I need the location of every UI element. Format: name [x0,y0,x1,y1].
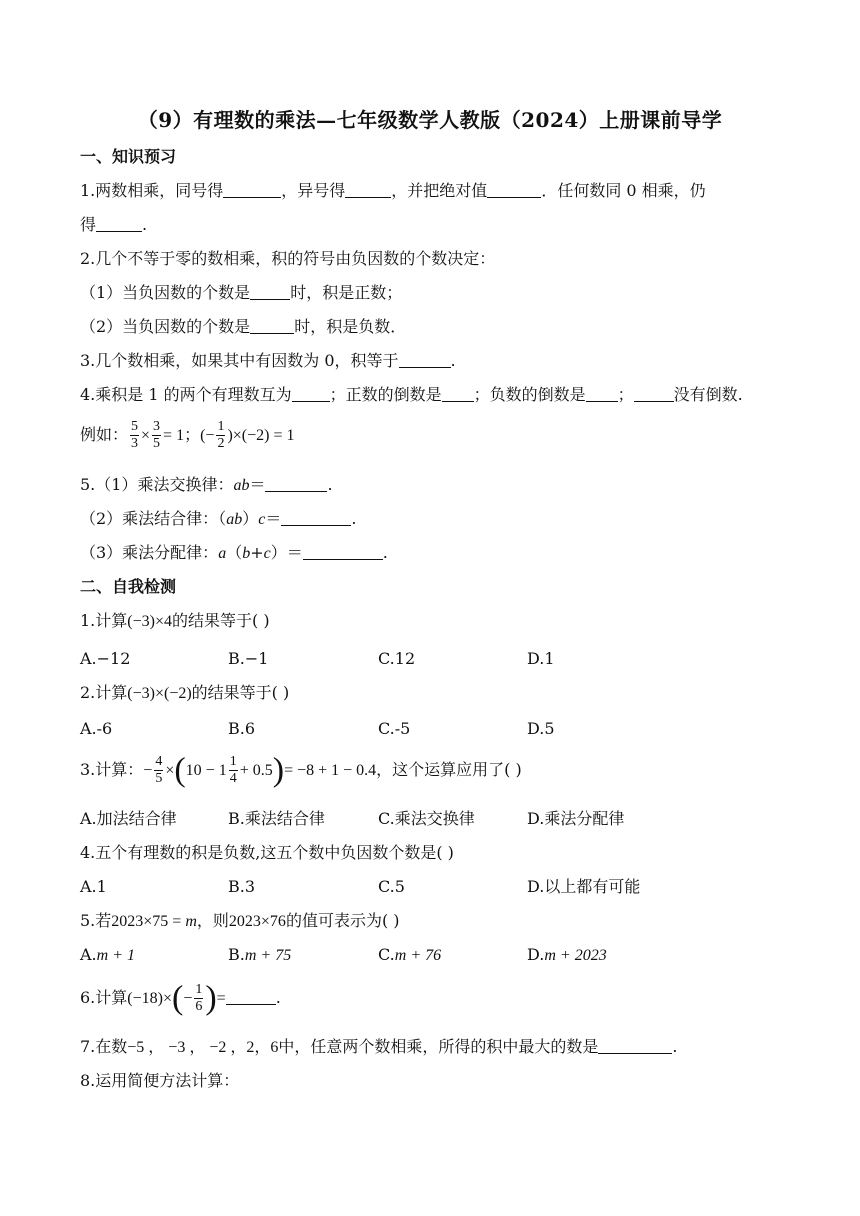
tq5-option-c[interactable] [378,944,441,967]
tq7-blank[interactable] [598,1037,672,1054]
q5-3-var-a: a [218,545,227,562]
tq2-option-b[interactable]: B.6 [228,719,256,738]
tq1-option-c[interactable]: C.12 [378,649,416,668]
q5-3-var-b: b [242,545,251,562]
question-2-line: 2.几个不等于零的数相乘，积的符号由负因数的个数决定： [80,249,496,268]
tq3-neg: − [143,762,153,779]
q4-text-b: ；正数的倒数是 [329,385,442,404]
q5-3-var-c: c [263,545,271,562]
tq3-times: × [165,762,175,779]
tq5-option-c-label: C. [378,945,395,964]
q5-3-eq: ）＝ [270,543,303,562]
q3-text-a: 3.几个数相乘，如果其中有因数为 0，积等于 [80,351,399,370]
q1-text-a: 1.两数相乘，同号得 [80,181,224,200]
tq3-rhs: = −8 + 1 − 0.4 [284,762,377,779]
tq5-stem-b: ，则 [196,911,229,930]
question-2-1-line [80,282,402,304]
tq7-stem-a: 7.在数 [80,1037,128,1056]
question-1-line-2 [80,214,147,236]
q4-blank-1[interactable] [292,385,330,402]
q5-3-text-a: （3）乘法分配律： [80,543,219,562]
tq3-inner-a: 10 − 1 [185,762,227,779]
q1-text-e: 得 [80,215,97,234]
tq6-fraction: $\frac{1}{6}$ [195,982,203,1014]
example-fraction-1: $\frac{5}{3}$ [131,419,139,451]
tq3-fraction-2: $\frac{1}{4}$ [229,754,237,786]
tq5-option-d-label: D. [527,945,545,964]
q2-1-blank[interactable] [250,283,290,300]
q5-2-var: ab [226,511,243,528]
question-5-1-line [80,474,333,497]
q5-2-eq: ＝ [265,509,282,528]
tq3-option-a[interactable]: A.加法结合律 [80,809,177,828]
tq6-blank[interactable] [226,988,276,1005]
tq6-neg: − [183,990,193,1007]
tq5-var: m [185,913,197,930]
q5-2-text-a: （2）乘法结合律：（ [80,509,227,528]
q2-2-text-a: （2）当负因数的个数是 [80,317,251,336]
q1-blank-3[interactable] [487,181,541,198]
test-question-2 [80,682,289,705]
q3-text-b: . [450,351,456,370]
section-heading-selftest: 二、自我检测 [80,577,177,596]
q5-3-plus: + [250,543,264,562]
test-question-4: 4.五个有理数的积是负数,这五个数中负因数个数是( ) [80,843,454,862]
example-open: (− [200,427,215,444]
q2-2-text-b: 时，积是负数． [294,317,407,336]
tq5-option-b-expr: m + 75 [244,947,292,964]
q5-3-paren-open: （ [226,543,243,562]
q5-3-blank[interactable] [303,543,383,560]
tq4-option-a[interactable]: A.1 [80,877,107,896]
tq2-stem-b: 的结果等于( ) [191,683,290,702]
q5-1-blank[interactable] [265,475,327,492]
tq5-option-b-label: B. [228,945,245,964]
q1-blank-4[interactable] [96,215,142,232]
test-question-3: 3.计算：− $\frac{4}{5}$ ×(10 − 1 $\frac{1}{4}$ + 0.5)= −8 + 1 − 0.4，这个运算应用了( ) [80,751,522,789]
example-label: 例如： [80,425,129,444]
tq4-option-d[interactable]: D.以上都有可能 [527,877,641,896]
q4-blank-4[interactable] [634,385,674,402]
question-1-line [80,180,706,202]
example-fraction-2: $\frac{3}{5}$ [153,419,161,451]
q4-text-e: 没有倒数. [673,385,743,404]
tq2-option-a[interactable]: A.-6 [80,719,113,738]
section-heading-preview: 一、知识预习 [80,147,177,166]
test-question-1 [80,610,270,633]
tq5-expr-1: 2023×75 = [111,913,186,930]
tq5-expr-2: 2023×76 [228,913,286,930]
q5-2-blank[interactable] [281,509,351,526]
tq5-option-a[interactable] [80,944,135,967]
tq3-fraction-1: $\frac{4}{5}$ [155,754,163,786]
question-3-line [80,350,456,372]
tq7-stem-c: . [672,1037,678,1056]
test-question-8: 8.运用简便方法计算： [80,1071,240,1090]
tq2-stem-a: 2.计算 [80,683,128,702]
tq6-stem-a: 6.计算 [80,988,128,1007]
tq3-stem-b: ，这个运算应用了( ) [376,760,522,779]
q2-2-blank[interactable] [250,317,294,334]
q5-2-text-b: ） [242,509,259,528]
tq3-option-c[interactable]: C.乘法交换律 [378,809,475,828]
tq1-option-b[interactable]: B.−1 [228,649,269,668]
q5-2-dot: . [351,509,357,528]
q4-blank-3[interactable] [586,385,618,402]
tq5-option-c-expr: m + 76 [394,947,442,964]
tq5-stem-a: 5.若 [80,911,112,930]
tq5-option-a-label: A. [80,945,97,964]
tq6-expr: (−18)× [127,990,172,1007]
example-fraction-3: $\frac{1}{2}$ [217,419,225,451]
tq1-expr: (−3)×4 [127,613,172,630]
q3-blank[interactable] [399,351,451,368]
q5-1-text-a: 5.（1）乘法交换律： [80,475,234,494]
q5-1-dot: . [327,475,333,494]
q4-text-a: 4.乘积是 1 的两个有理数互为 [80,385,292,404]
tq4-option-b[interactable]: B.3 [228,877,256,896]
q4-text-d: ； [617,385,634,404]
tq7-numbers: −5 ， −3 ， −2 ，2，6 [127,1039,279,1056]
tq3-stem-a: 3.计算： [80,760,144,779]
question-2-2-line [80,316,406,338]
tq5-option-b[interactable] [228,944,291,967]
tq5-option-a-expr: m + 1 [96,947,135,964]
q1-blank-2[interactable] [345,181,391,198]
q2-1-text-b: 时，积是正数； [290,283,403,302]
tq2-option-d[interactable]: D.5 [527,719,555,738]
q1-text-f: . [142,215,148,234]
page-title: （9）有理数的乘法—七年级数学人教版（2024）上册课前导学 [137,108,723,132]
example-eq-1: = 1； [163,427,201,444]
q1-text-b: ，异号得 [281,181,346,200]
tq2-expr: (−3)×(−2) [127,685,192,702]
question-4-line [80,384,743,406]
tq6-stem-b: . [275,988,281,1007]
question-5-3-line [80,542,388,565]
tq6-eq: = [216,990,226,1007]
example-rest: )×(−2) = 1 [227,427,295,444]
q5-3-dot: . [382,543,388,562]
test-question-7 [80,1036,677,1059]
q5-2-var-c: c [258,511,266,528]
q1-text-d: ．任何数同 0 相乘，仍 [541,181,706,200]
tq2-option-c[interactable]: C.-5 [378,719,411,738]
tq1-option-d[interactable]: D.1 [527,649,555,668]
tq5-stem-c: 的值可表示为( ) [285,911,400,930]
test-question-6: 6.计算(−18)×(− $\frac{1}{6}$ )= . [80,979,281,1017]
tq5-option-d-expr: m + 2023 [544,947,607,964]
test-question-5 [80,910,400,933]
tq1-stem-b: 的结果等于( ) [171,611,270,630]
tq1-stem-a: 1.计算 [80,611,128,630]
q4-text-c: ；负数的倒数是 [473,385,586,404]
question-5-2-line [80,508,356,531]
q2-1-text-a: （1）当负因数的个数是 [80,283,251,302]
q1-text-c: ，并把绝对值 [391,181,488,200]
q5-1-var: ab [233,477,250,494]
q4-blank-2[interactable] [442,385,474,402]
tq3-option-d[interactable]: D.乘法分配律 [527,809,625,828]
tq1-option-a[interactable]: A.−12 [80,649,131,668]
tq3-inner-b: + 0.5 [239,762,273,779]
example-line: 例如： $\frac{5}{3}$ × $\frac{3}{5}$ = 1；(− $\frac{1}{2}$ )×(−2) = 1 [80,419,295,451]
q5-1-eq: ＝ [249,475,266,494]
tq3-option-b[interactable]: B.乘法结合律 [228,809,325,828]
q1-blank-1[interactable] [223,181,281,198]
tq5-option-d[interactable] [527,944,607,967]
tq7-stem-b: 中，任意两个数相乘，所得的积中最大的数是 [278,1037,599,1056]
tq4-option-c[interactable]: C.5 [378,877,405,896]
